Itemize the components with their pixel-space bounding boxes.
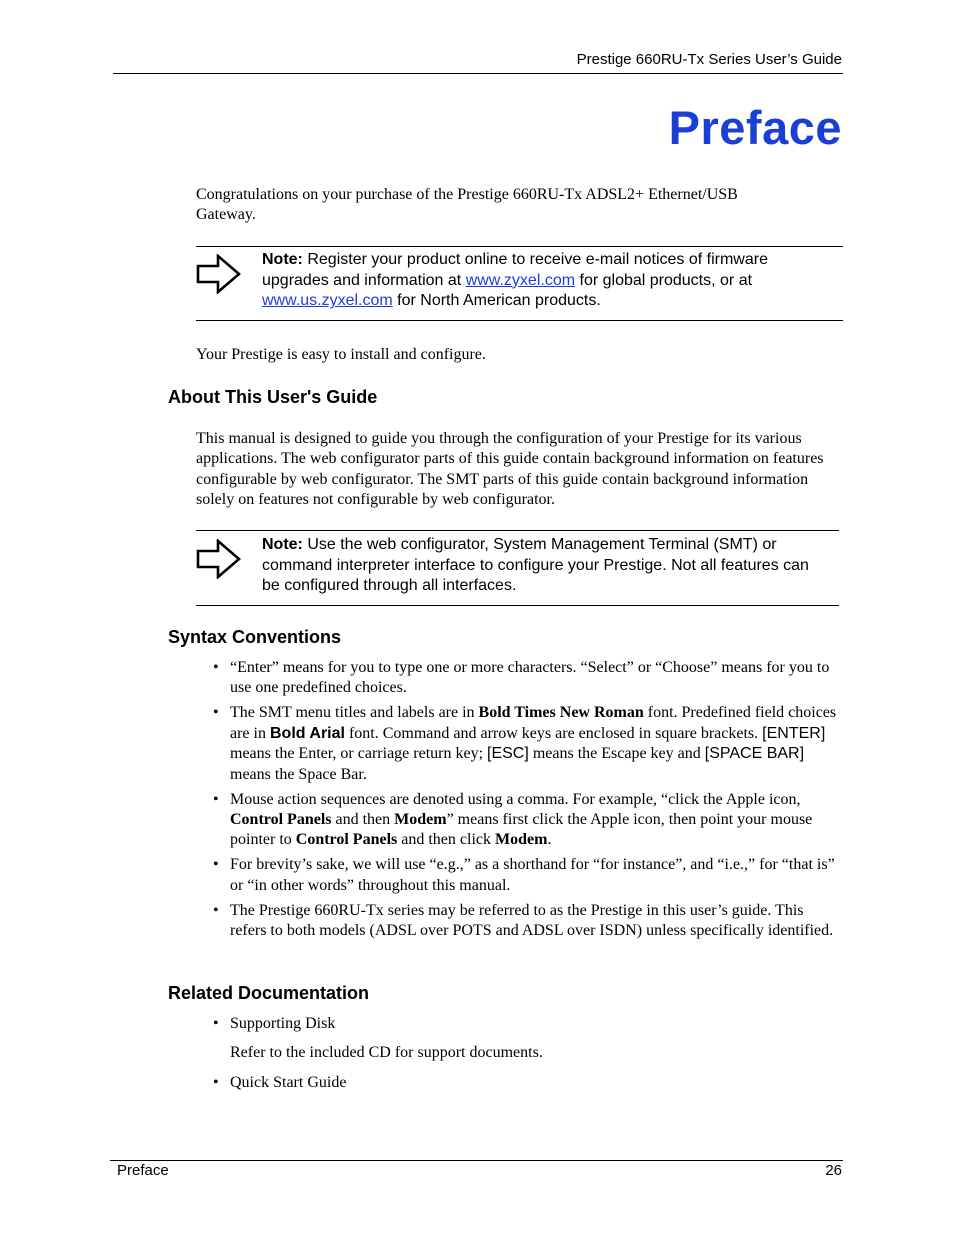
zyxel-link[interactable]: www.zyxel.com: [465, 271, 576, 289]
text-segment: and then click: [397, 831, 495, 849]
note-1-segment: Register your product online to receive e-mail notices of firmware upgrades and information at: [262, 251, 768, 289]
list-item-text: For brevity’s sake, we will use “e.g.,” as a shorthand for “for instance”, and “i.e.,” for “that is” or “in other words” throughout this manual.: [230, 856, 835, 894]
easy-paragraph: Your Prestige is easy to install and configure.: [196, 346, 486, 363]
bold-serif-term: Bold Times New Roman: [478, 704, 644, 722]
note-label: Note:: [262, 251, 303, 268]
bold-term: Modem: [495, 831, 548, 849]
note-1-bottom-rule: [196, 320, 843, 321]
running-header: Prestige 660RU-Tx Series User’s Guide: [576, 51, 842, 68]
list-item-text: Supporting Disk: [230, 1015, 336, 1032]
about-heading: About This User's Guide: [168, 387, 378, 407]
intro-paragraph: [196, 185, 836, 226]
related-list-2: [213, 1073, 843, 1098]
related-item-description: Refer to the included CD for support documents.: [230, 1044, 543, 1061]
list-item-text: Quick Start Guide: [230, 1074, 347, 1091]
note-1-segment: for North American products.: [392, 292, 601, 310]
list-item: [213, 1014, 843, 1034]
note-1-text: [262, 250, 822, 312]
footer-rule: [110, 1160, 843, 1161]
text-segment: font. Predefined field choices are in: [230, 704, 837, 742]
intro-line-2: Gateway.: [196, 206, 256, 224]
list-item-text: “Enter” means for you to type one or more characters. “Select” or “Choose” means for you to use one predefined choices.: [230, 659, 830, 697]
text-segment: means the Escape key and: [528, 745, 705, 763]
about-paragraph: This manual is designed to guide you through the configuration of your Prestige for its various applications. The web configurator parts of this guide contain background information on features configurable by web configurator. The SMT parts of this guide contain background information solely on features not configurable by web configurator.: [196, 430, 824, 509]
bold-term: Control Panels: [230, 811, 332, 829]
text-segment: The SMT menu titles and labels are in: [230, 704, 479, 722]
note-label: Note:: [262, 536, 303, 553]
list-item: [213, 703, 843, 785]
note-1-top-rule: [196, 246, 843, 247]
text-segment: Mouse action sequences are denoted using a comma. For example, “click the Apple icon,: [230, 790, 801, 808]
list-item: [213, 790, 843, 851]
text-segment: means the Space Bar.: [230, 765, 367, 783]
bold-term: Control Panels: [295, 831, 398, 849]
note-2-bottom-rule: [196, 605, 839, 606]
text-segment: .: [547, 831, 552, 849]
footer-section-name: Preface: [117, 1162, 169, 1179]
page-number: 26: [825, 1162, 842, 1179]
list-item: [213, 855, 843, 896]
bold-term: Modem: [394, 811, 447, 829]
text-segment: ” means first click the Apple icon, then point your mouse pointer to: [230, 811, 813, 849]
header-rule: [113, 73, 843, 74]
text-segment: font. Command and arrow keys are enclosed in square brackets.: [344, 724, 763, 742]
list-item: [213, 901, 843, 942]
text-segment: means the Enter, or carriage return key;: [230, 745, 488, 763]
intro-line-1: Congratulations on your purchase of the Prestige 660RU-Tx ADSL2+ Ethernet/USB: [196, 186, 738, 203]
right-arrow-icon: [196, 254, 242, 294]
key-space-bar: [SPACE BAR]: [704, 745, 805, 763]
list-item: [213, 1073, 843, 1093]
note-2-segment: Use the web configurator, System Management Terminal (SMT) or command interpreter interface to configure your Prestige. Not all features can be configured through all interfaces.: [262, 536, 809, 595]
list-item-text: The Prestige 660RU-Tx series may be referred to as the Prestige in this user’s guide. This refers to both models (ADSL over POTS and ADSL over ISDN) unless specifically identified.: [230, 901, 834, 940]
note-1-segment: for global products, or at: [575, 271, 753, 289]
related-heading: Related Documentation: [168, 983, 370, 1003]
text-segment: and then: [331, 811, 395, 829]
note-2-text: [262, 535, 830, 597]
related-list-1: [213, 1014, 843, 1039]
list-item: [213, 658, 843, 699]
key-enter: [ENTER]: [762, 724, 826, 742]
key-esc: [ESC]: [487, 745, 529, 763]
note-2-top-rule: [196, 530, 839, 531]
right-arrow-icon: [196, 539, 242, 579]
chapter-title: Preface: [668, 101, 842, 154]
us-zyxel-link[interactable]: www.us.zyxel.com: [262, 292, 393, 310]
syntax-heading: Syntax Conventions: [168, 627, 342, 647]
bold-sans-term: Bold Arial: [269, 724, 345, 742]
syntax-list: [213, 658, 843, 946]
